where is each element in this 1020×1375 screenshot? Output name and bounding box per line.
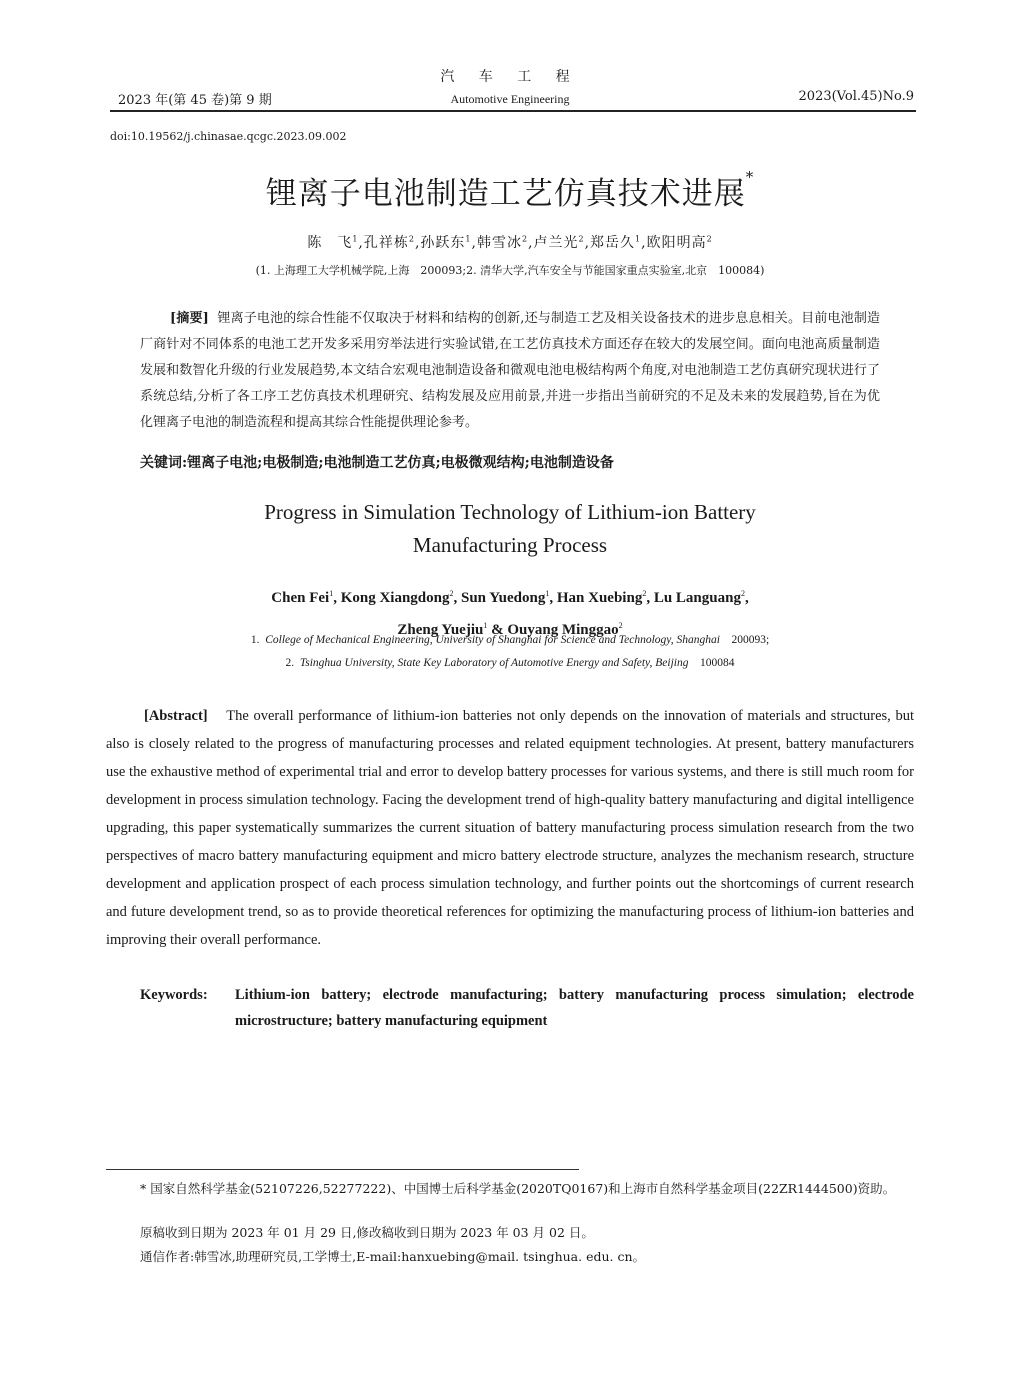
author-cn-name: 韩雪冰	[476, 235, 522, 251]
keywords-en-text: Lithium-ion battery; electrode manufacturing; battery manufacturing process simulation; electrode microstructure; battery manufacturing equipment	[235, 987, 914, 1029]
author-cn-name: 欧阳明高	[646, 235, 707, 251]
author-en-aff: 1	[329, 589, 334, 598]
author-en-name: Han Xuebing	[556, 590, 643, 606]
author-en-aff: 2	[618, 621, 623, 630]
abstract-en-text: The overall performance of lithium-ion batteries not only depends on the innovation of materials and structures, but also is closely related to the progress of manufacturing processes and related equipment technologies. At present, battery manufacturers use the exhaustive method of experimental trial and error to develop battery processes for various systems, and there is still much room for development in process simulation technology. Facing the development trend of high-quality battery manufacturing and digital intelligence upgrading, this paper systematically summarizes the current situation of battery manufacturing process simulation research from the two perspectives of macro battery manufacturing equipment and micro battery electrode structure, analyzes the mechanism research, structure development and application prospect of each process simulation technology, and further points out the shortcomings of current research and future development trend, so as to provide theoretical references for optimizing the manufacturing process of lithium-ion batteries and improving their overall performance.	[106, 708, 914, 948]
author-en-name: Sun Yuedong	[461, 590, 546, 606]
author-en-name: Chen Fei	[271, 590, 330, 606]
issue-en: 2023(Vol.45)No.9	[798, 89, 914, 104]
author-cn-aff: 1	[465, 234, 472, 244]
keywords-cn	[140, 452, 614, 472]
keywords-en-label: Keywords:	[140, 987, 208, 1003]
header-rule	[110, 110, 916, 112]
author-cn-name: 陈 飞	[307, 235, 353, 251]
author-en-aff: 2	[449, 589, 454, 598]
authors-en-line1: Chen Fei$^1$, Kong Xiangdong$^2$, Sun Yuedong$^1$, Han Xuebing$^2$, Lu Languang$^2$,	[271, 589, 749, 606]
abstract-en	[106, 702, 914, 954]
author-en-aff: 1	[483, 621, 488, 630]
author-cn-name: 孔祥栋	[363, 235, 409, 251]
footnote-rule	[106, 1169, 579, 1170]
author-en-aff: 2	[740, 589, 745, 598]
title-en	[0, 496, 1020, 562]
doi: doi:10.19562/j.chinasae.qcgc.2023.09.002	[110, 130, 347, 143]
author-cn-aff: 1	[352, 234, 359, 244]
authors-cn: 陈 飞$^1$,孔祥栋$^2$,孙跃东$^1$,韩雪冰$^2$,卢兰光$^2$,郑岳久$^1$,欧阳明高$^2$	[307, 234, 713, 251]
aff1-num: 1.	[250, 634, 260, 646]
author-en-name: Lu Languang	[653, 590, 741, 606]
keywords-cn-label: 关键词:	[140, 455, 188, 471]
keywords-cn-text: 锂离子电池;电极制造;电池制造工艺仿真;电极微观结构;电池制造设备	[187, 455, 614, 471]
journal-name-en: Automotive Engineering	[450, 92, 570, 106]
author-cn-aff: 2	[706, 234, 713, 244]
issue-cn: 2023 年(第 45 卷)第 9 期	[118, 93, 272, 108]
abstract-cn-label: [摘要]	[170, 311, 209, 326]
affiliations-cn: (1. 上海理工大学机械学院,上海 200093;2. 清华大学,汽车安全与节能国家重点实验室,北京 100084)	[255, 264, 765, 277]
author-cn-name: 孙跃东	[420, 235, 466, 251]
aff2-num: 2.	[285, 657, 295, 669]
title-cn-text: 锂离子电池制造工艺仿真技术进展	[265, 176, 746, 212]
author-cn-aff: 2	[578, 234, 585, 244]
journal-name-cn: 汽 车 工 程	[440, 69, 580, 85]
abstract-cn	[140, 306, 880, 436]
authors-en-line2: Zheng Yuejiu$^1$ & Ouyang Minggao$^2$	[397, 621, 623, 638]
author-cn-aff: 2	[521, 234, 529, 244]
author-en-aff: 1	[545, 589, 550, 598]
aff1-text: College of Mechanical Engineering, University of Shanghai for Science and Technology, Shanghai	[265, 634, 720, 646]
author-cn-name: 卢兰光	[533, 235, 579, 251]
author-cn-aff: 1	[635, 234, 642, 244]
title-en-line1: Progress in Simulation Technology of Lithium-ion Battery	[264, 500, 756, 524]
author-cn-aff: 2	[408, 234, 415, 244]
abstract-en-label: [Abstract]	[144, 708, 208, 724]
affiliation-en-2	[0, 657, 1020, 669]
keywords-en	[140, 982, 914, 1034]
author-en-name: Zheng Yuejiu	[397, 622, 484, 638]
footnote-funding: * 国家自然科学基金(52107226,52277222)、中国博士后科学基金(2020TQ0167)和上海市自然科学基金项目(22ZR1444500)资助。	[140, 1181, 896, 1196]
aff2-text: Tsinghua University, State Key Laboratory of Automotive Energy and Safety, Beijing	[299, 657, 689, 669]
affiliation-en-1	[0, 634, 1020, 646]
title-footnote-mark: *	[745, 168, 755, 186]
aff1-code: 200093;	[731, 634, 770, 646]
footnote-received: 原稿收到日期为 2023 年 01 月 29 日,修改稿收到日期为 2023 年 03 月 02 日。	[140, 1225, 594, 1240]
abstract-cn-text: 锂离子电池的综合性能不仅取决于材料和结构的创新,还与制造工艺及相关设备技术的进步息息相关。目前电池制造厂商针对不同体系的电池工艺开发多采用穷举法进行实验试错,在工艺仿真技术方面还存在较大的发展空间。面向电池高质量制造发展和数智化升级的行业发展趋势,本文结合宏观电池制造设备和微观电池电极结构两个角度,对电池制造工艺仿真研究现状进行了系统总结,分析了各工序工艺仿真技术机理研究、结构发展及应用前景,并进一步指出当前研究的不足及未来的发展趋势,旨在为优化锂离子电池的制造流程和提高其综合性能提供理论参考。	[140, 311, 880, 430]
aff2-code: 100084	[700, 657, 735, 669]
title-en-line2: Manufacturing Process	[412, 533, 608, 557]
author-en-name: Ouyang Minggao	[507, 622, 619, 638]
author-en-aff: 2	[642, 589, 647, 598]
footnote-corresponding: 通信作者:韩雪冰,助理研究员,工学博士,E-mail:hanxuebing@mail. tsinghua. edu. cn。	[140, 1249, 646, 1264]
author-en-name: Kong Xiangdong	[340, 590, 450, 606]
author-cn-name: 郑岳久	[590, 235, 636, 251]
title-cn	[0, 168, 1020, 213]
